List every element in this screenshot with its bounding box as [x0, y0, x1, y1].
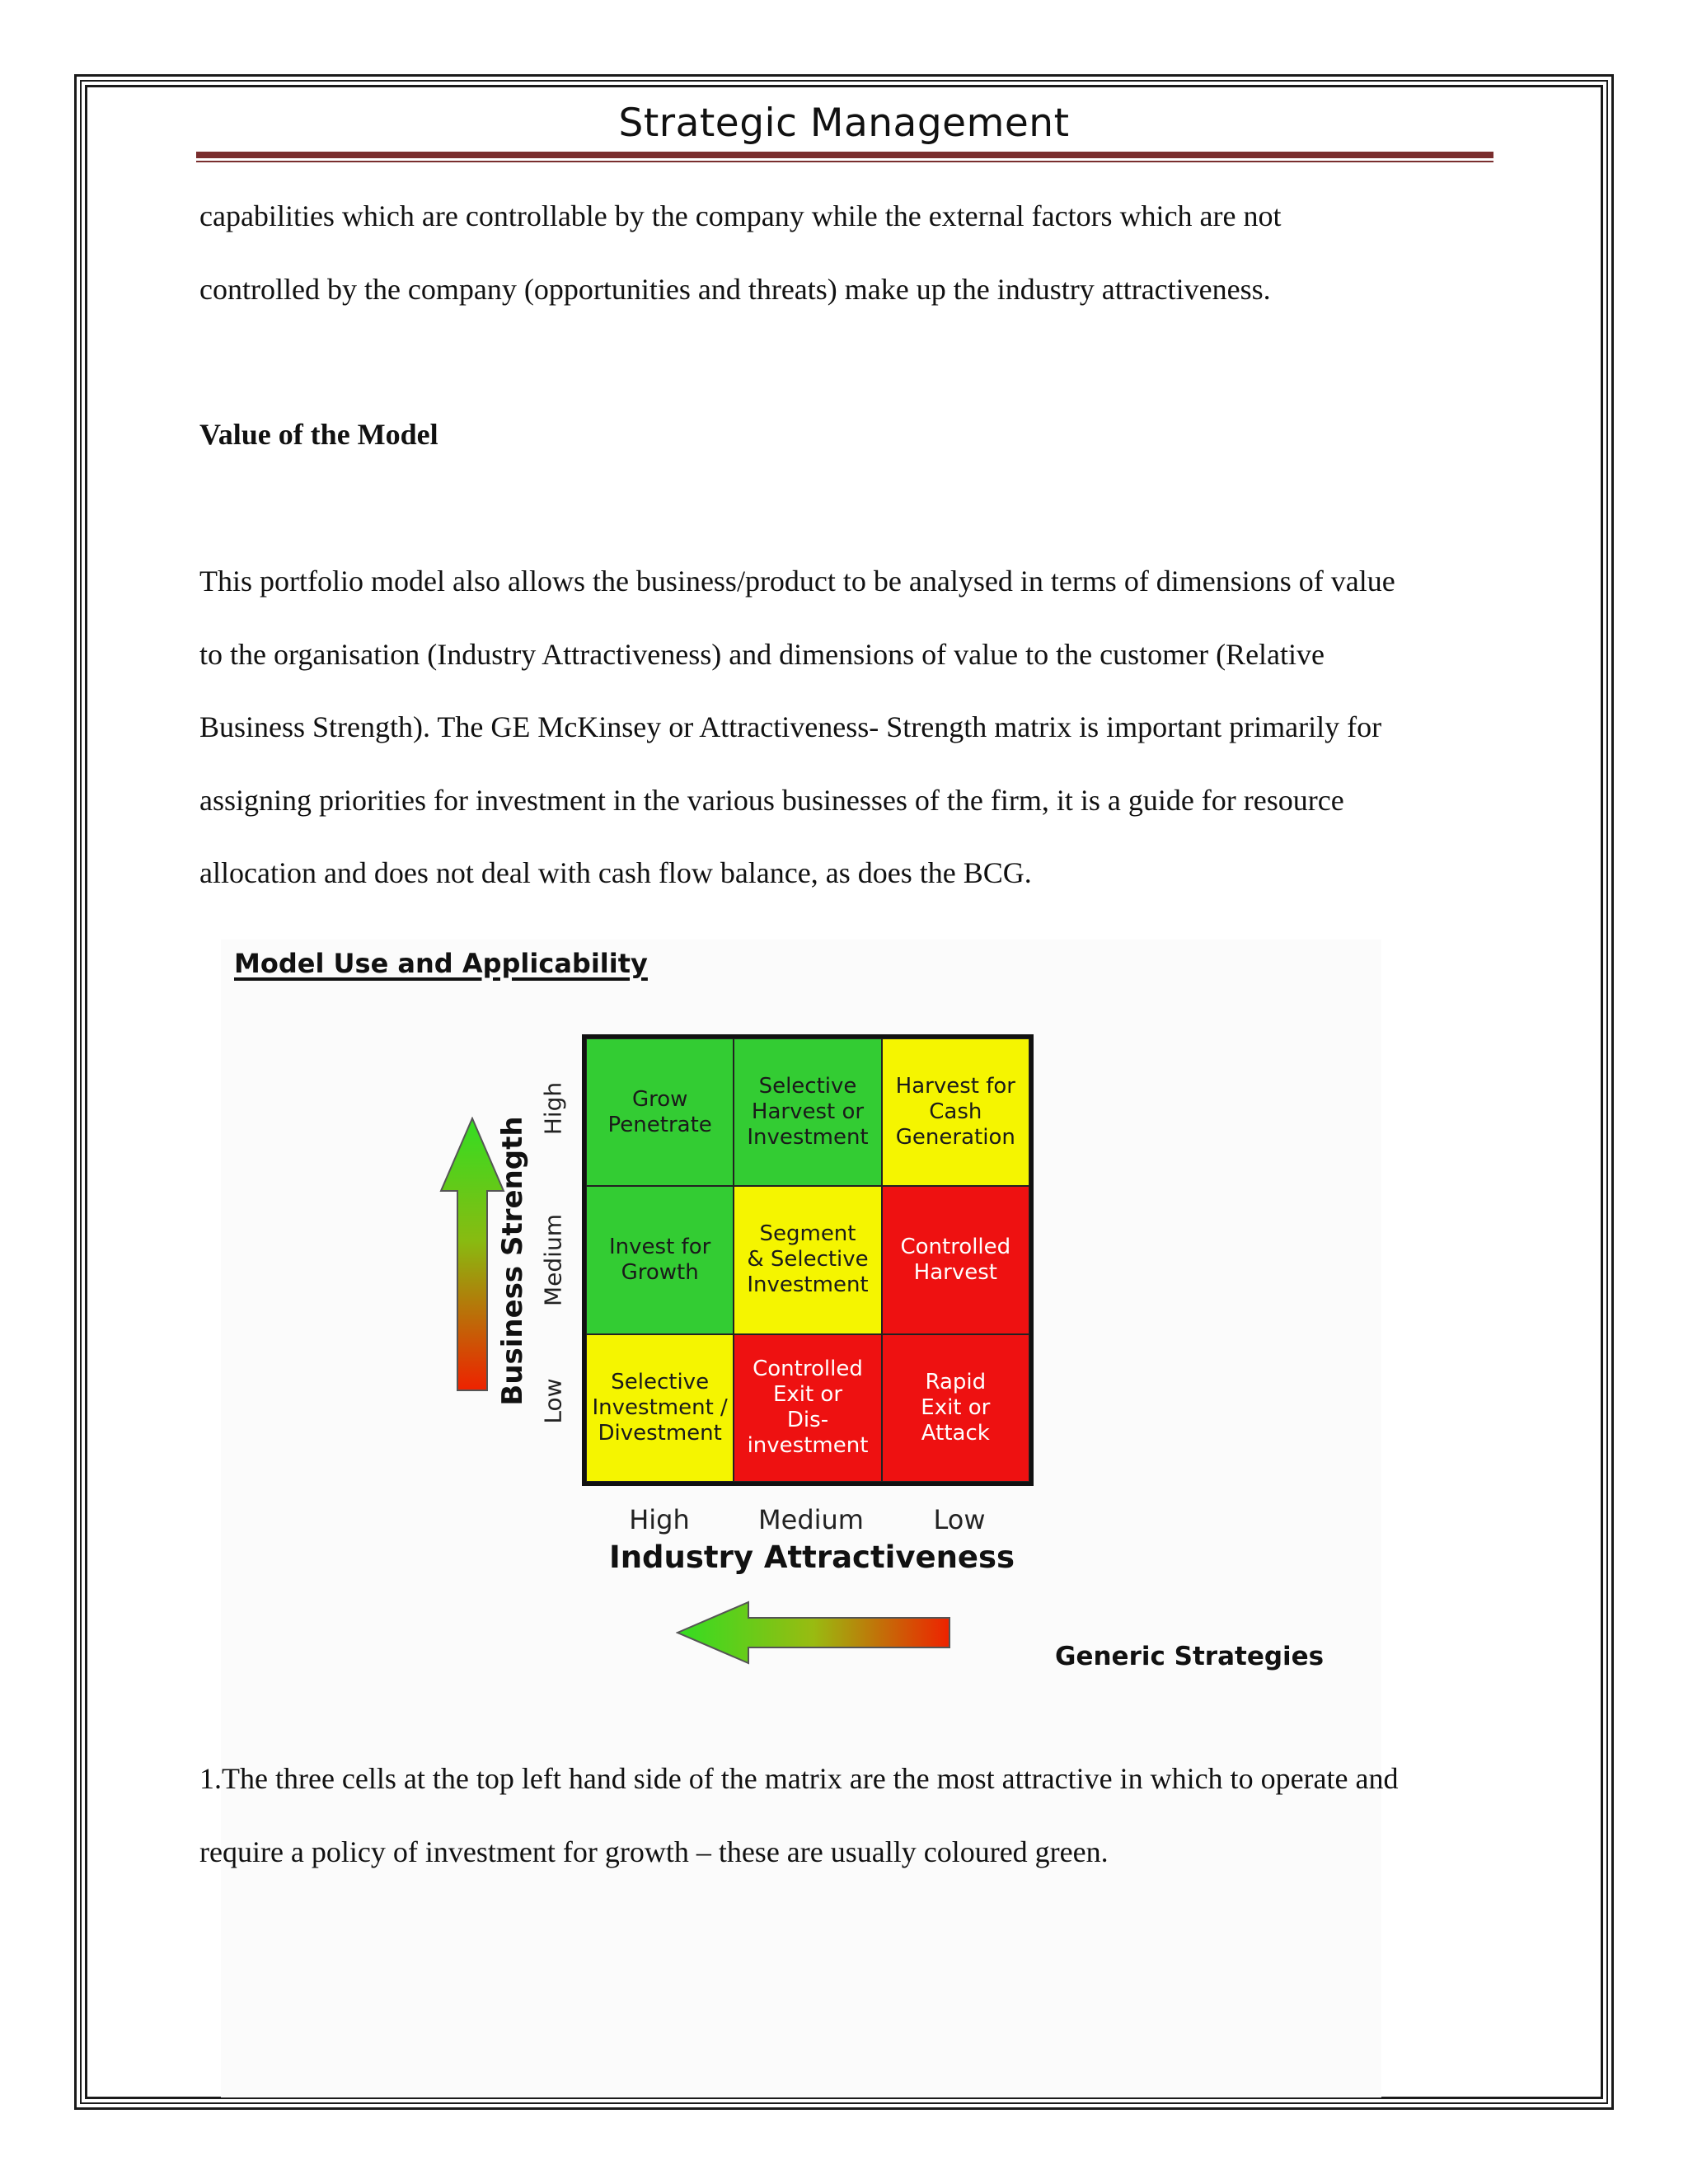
y-tick-low: Low: [539, 1378, 567, 1424]
value-paragraph: [199, 545, 1502, 910]
header-rule: [196, 152, 1493, 158]
strategy-matrix: [582, 1034, 1034, 1486]
text-line: 1.The three cells at the top left hand side of the matrix are the most attractive in which to operate and: [199, 1762, 1399, 1795]
section-heading: Value of the Model: [199, 418, 438, 451]
matrix-cell: Selective Harvest or Investment: [734, 1038, 881, 1186]
text-line: assigning priorities for investment in the various businesses of the firm, it is a guide for resource: [199, 783, 1344, 817]
matrix-cell: Segment & Selective Investment: [734, 1186, 881, 1333]
text-line: to the organisation (Industry Attractiveness) and dimensions of value to the customer (Relative: [199, 637, 1325, 671]
matrix-cell: Controlled Exit or Dis- investment: [734, 1334, 881, 1482]
text-line: Business Strength). The GE McKinsey or Attractiveness- Strength matrix is important primarily for: [199, 710, 1382, 744]
text-line: allocation and does not deal with cash flow balance, as does the BCG.: [199, 856, 1032, 890]
y-axis-label: Business Strength: [496, 1116, 529, 1406]
y-tick-high: High: [539, 1081, 567, 1136]
x-tick-high: High: [629, 1504, 690, 1535]
x-axis-label: Industry Attractiveness: [608, 1540, 1015, 1575]
text-line: require a policy of investment for growth – these are usually coloured green.: [199, 1835, 1109, 1868]
figure-title: Model Use and Applicability: [234, 948, 648, 979]
y-tick-medium: Medium: [539, 1214, 567, 1306]
x-tick-medium: Medium: [758, 1504, 864, 1535]
text-line: This portfolio model also allows the business/product to be analysed in terms of dimensions of value: [199, 565, 1395, 598]
text-line: controlled by the company (opportunities and threats) make up the industry attractiveness.: [199, 272, 1271, 306]
page-header-title: Strategic Management: [618, 101, 1070, 146]
matrix-cell: Invest for Growth: [586, 1186, 734, 1333]
matrix-cell: Rapid Exit or Attack: [882, 1334, 1029, 1482]
arrow-up-icon: [439, 1117, 505, 1393]
point1-paragraph: [199, 1742, 1502, 1888]
intro-paragraph: [199, 180, 1502, 326]
figure-caption: Generic Strategies: [1055, 1642, 1325, 1671]
arrow-left-icon: [676, 1601, 952, 1665]
text-line: capabilities which are controllable by the company while the external factors which are not: [199, 199, 1282, 232]
matrix-cell: Controlled Harvest: [882, 1186, 1029, 1333]
x-tick-low: Low: [933, 1504, 986, 1535]
matrix-cell: Harvest for Cash Generation: [882, 1038, 1029, 1186]
matrix-cell: Grow Penetrate: [586, 1038, 734, 1186]
header-rule-thin: [196, 161, 1493, 162]
matrix-cell: Selective Investment / Divestment: [586, 1334, 734, 1482]
